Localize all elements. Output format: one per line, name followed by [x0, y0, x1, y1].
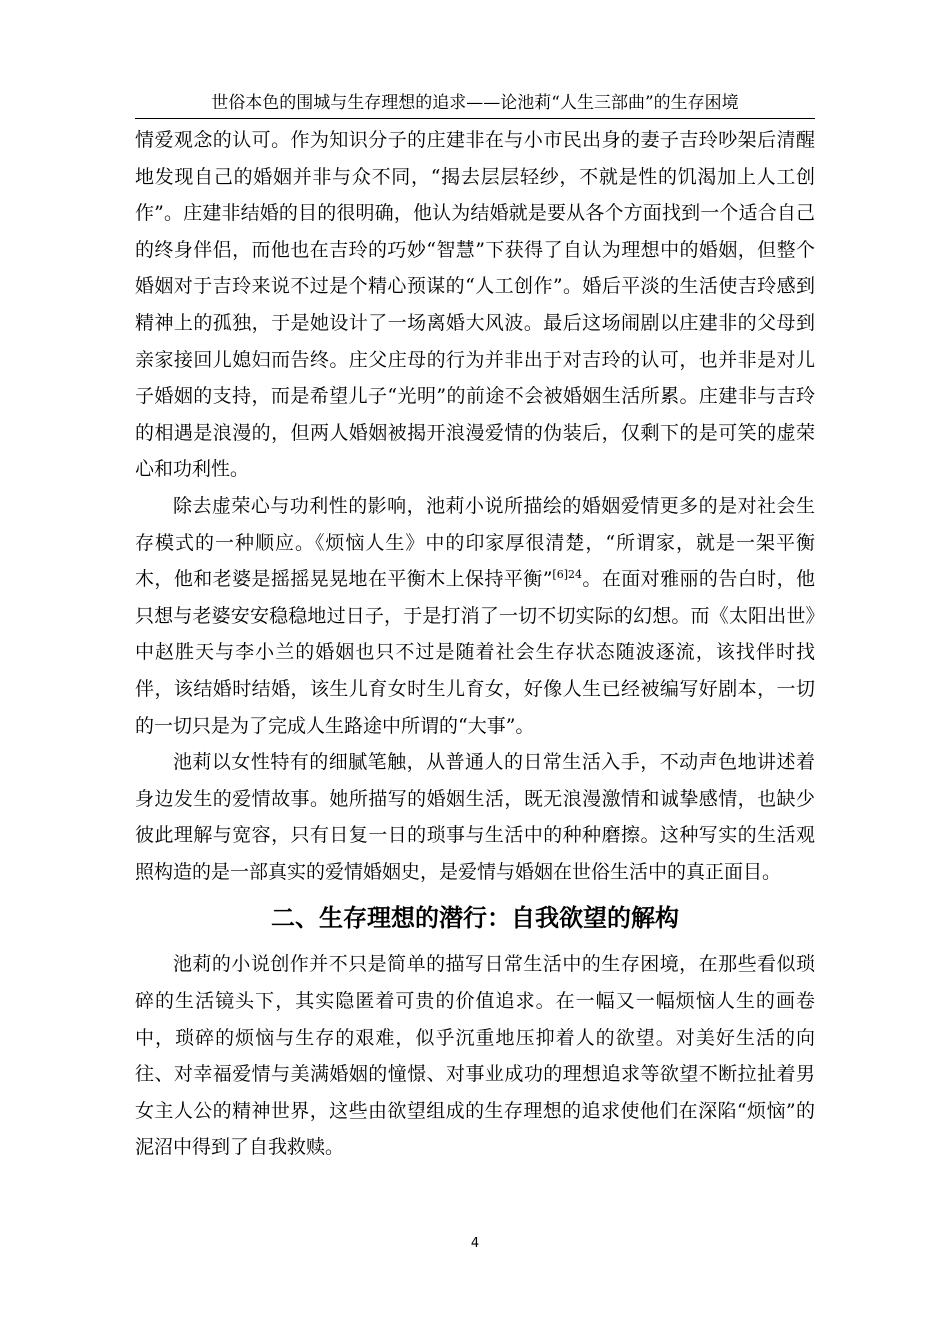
- paragraph-1: 情爱观念的认可。作为知识分子的庄建非在与小市民出身的妻子吉玲吵架后清醒地发现自己的婚姻并非与众不同，“揭去层层轻纱，不就是性的饥渴加上人工创作”。庄建非结婚的目的很明确，他认为结婚就是要从各个方面找到一个适合自己的终身伴侣，而他也在吉玲的巧妙“智慧”下获得了自认为理想中的婚姻，但整个婚姻对于吉玲来说不过是个精心预谋的“人工创作”。婚后平淡的生活使吉玲感到精神上的孤独，于是她设计了一场离婚大风波。最后这场闹剧以庄建非的父母到亲家接回儿媳妇而告终。庄父庄母的行为并非出于对吉玲的认可，也并非是对儿子婚姻的支持，而是希望儿子“光明”的前途不会被婚姻生活所累。庄建非与吉玲的相遇是浪漫的，但两人婚姻被揭开浪漫爱情的伪装后，仅剩下的是可笑的虚荣心和功利性。: [135, 129, 815, 481]
- paragraph-2-text-a: 除去虚荣心与功利性的影响，池莉小说所描绘的婚姻爱情更多的是对社会生存模式的一种顺应。《烦恼人生》中的印家厚很清楚，“所谓家，就是一架平衡木，他和老婆是摇摇晃晃地在平衡木上保持平衡”: [135, 494, 815, 591]
- paragraph-2: [135, 488, 815, 744]
- paragraph-3: 池莉以女性特有的细腻笔触，从普通人的日常生活入手，不动声色地讲述着身边发生的爱情故事。她所描写的婚姻生活，既无浪漫激情和诚挚感情，也缺少彼此理解与宽容，只有日复一日的琐事与生活中的种种磨擦。这种写实的生活观照构造的是一部真实的爱情婚姻史，是爱情与婚姻在世俗生活中的真正面目。: [135, 751, 815, 883]
- body-text: [135, 122, 815, 1166]
- paragraph-2-text-b: 。在面对雅丽的告白时，他只想与老婆安安稳稳地过日子，于是打消了一切不切实际的幻想。而《太阳出世》中赵胜天与李小兰的婚姻也只不过是随着社会生存状态随波逐流，该找伴时找伴，该结婚时结婚，该生儿育女时生儿育女，好像人生已经被编写好剧本，一切的一切只是为了完成人生路途中所谓的“大事”。: [135, 568, 815, 737]
- running-header-title: 世俗本色的围城与生存理想的追求——论池莉“人生三部曲”的生存困境: [211, 93, 739, 113]
- section-heading: 二、生存理想的潜行：自我欲望的解构: [271, 904, 679, 933]
- paragraph-4: 池莉的小说创作并不只是简单的描写日常生活中的生存困境，在那些看似琐碎的生活镜头下，其实隐匿着可贵的价值追求。在一幅又一幅烦恼人生的画卷中，琐碎的烦恼与生存的艰难，似乎沉重地压抑着人的欲望。对美好生活的向往、对幸福爱情与美满婚姻的憧憬、对事业成功的理想追求等欲望不断拉扯着男女主人公的精神世界，这些由欲望组成的生存理想的追求使他们在深陷“烦恼”的泥沼中得到了自我救赎。: [135, 953, 815, 1159]
- citation-ref: [6]24: [552, 568, 583, 582]
- page-number: 4: [470, 1236, 480, 1251]
- running-header: [135, 88, 815, 119]
